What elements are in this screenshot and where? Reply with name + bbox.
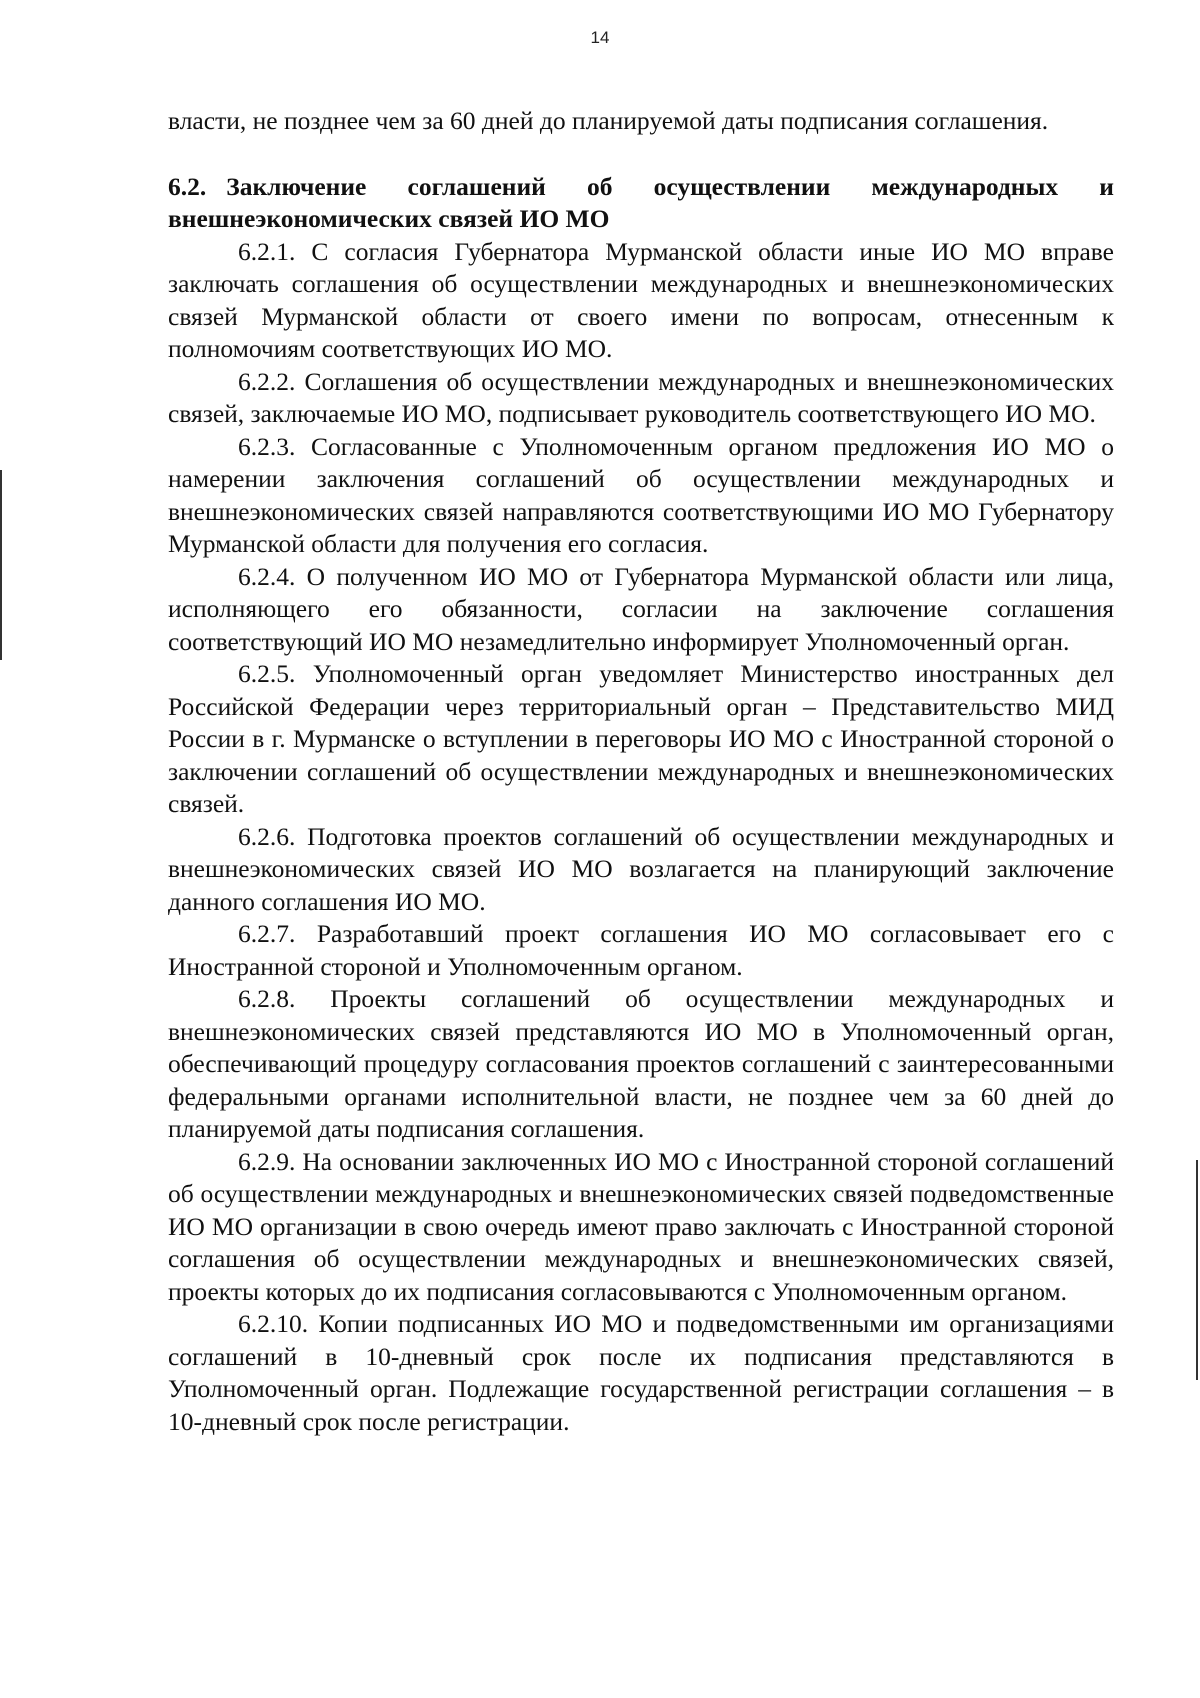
paragraph-6-2-9: 6.2.9. На основании заключенных ИО МО с Иностранной стороной соглашений об осуществлении международных и внешнеэкономических связей подведомственные ИО МО организации в свою очередь имеют право заключать с Иностранной стороной соглашения об осуществлении международных и внешнеэкономических связей, проекты которых до их подписания согласовываются с Уполномоченным органом. <box>168 1146 1114 1306</box>
paragraph-6-2-2: 6.2.2. Соглашения об осуществлении международных и внешнеэкономических связей, заключаемые ИО МО, подписывает руководитель соответствующего ИО МО. <box>168 366 1114 428</box>
section-title: Заключение соглашений об осуществлении международных и внешнеэкономических связей ИО МО <box>168 171 1114 233</box>
paragraph-6-2-6: 6.2.6. Подготовка проектов соглашений об осуществлении международных и внешнеэкономических связей ИО МО возлагается на планирующий заключение данного соглашения ИО МО. <box>168 821 1114 916</box>
paragraph-6-2-7: 6.2.7. Разработавший проект соглашения ИО МО согласовывает его с Иностранной стороной и Уполномоченным органом. <box>168 919 1114 981</box>
paragraph-6-2-1: 6.2.1. С согласия Губернатора Мурманской области иные ИО МО вправе заключать соглашения об осуществлении международных и внешнеэкономических связей Мурманской области от своего имени по вопросам, отнесенным к полномочиям соответствующих ИО МО. <box>168 236 1114 363</box>
paragraph-6-2-8: 6.2.8. Проекты соглашений об осуществлении международных и внешнеэкономических связей представляются ИО МО в Уполномоченный орган, обеспечивающий процедуру согласования проектов соглашений с заинтересованными федеральными органами исполнительной власти, не позднее чем за 60 дней до планируемой даты подписания соглашения. <box>168 984 1114 1143</box>
section-number: 6.2. <box>168 171 207 201</box>
paragraph-6-2-5: 6.2.5. Уполномоченный орган уведомляет Министерство иностранных дел Российской Федерации через территориальный орган – Представительство МИД России в г. Мурманске о вступлении в переговоры ИО МО с Иностранной стороной о заключении соглашений об осуществлении международных и внешнеэкономических связей. <box>168 659 1114 818</box>
paragraph-6-2-10: 6.2.10. Копии подписанных ИО МО и подведомственными им организациями соглашений в 10-дневный срок после их подписания представляются в Уполномоченный орган. Подлежащие государственной регистрации соглашения – в 10-дневный срок после регистрации. <box>168 1309 1114 1436</box>
paragraph-6-2-4: 6.2.4. О полученном ИО МО от Губернатора Мурманской области или лица, исполняющего его обязанности, согласии на заключение соглашения соответствующий ИО МО незамедлительно информирует Уполномоченный орган. <box>168 561 1114 656</box>
section-heading <box>168 171 1114 236</box>
scan-edge-mark <box>1196 1160 1198 1380</box>
paragraph-6-2-3: 6.2.3. Согласованные с Уполномоченным органом предложения ИО МО о намерении заключения соглашений об осуществлении международных и внешнеэкономических связей направляются соответствующими ИО МО Губернатору Мурманской области для получения его согласия. <box>168 431 1114 558</box>
page-number: 14 <box>590 28 610 47</box>
intro-paragraph: власти, не позднее чем за 60 дней до планируемой даты подписания соглашения. <box>168 106 1049 135</box>
document-body <box>168 105 1114 1438</box>
scan-edge-mark <box>0 470 2 660</box>
